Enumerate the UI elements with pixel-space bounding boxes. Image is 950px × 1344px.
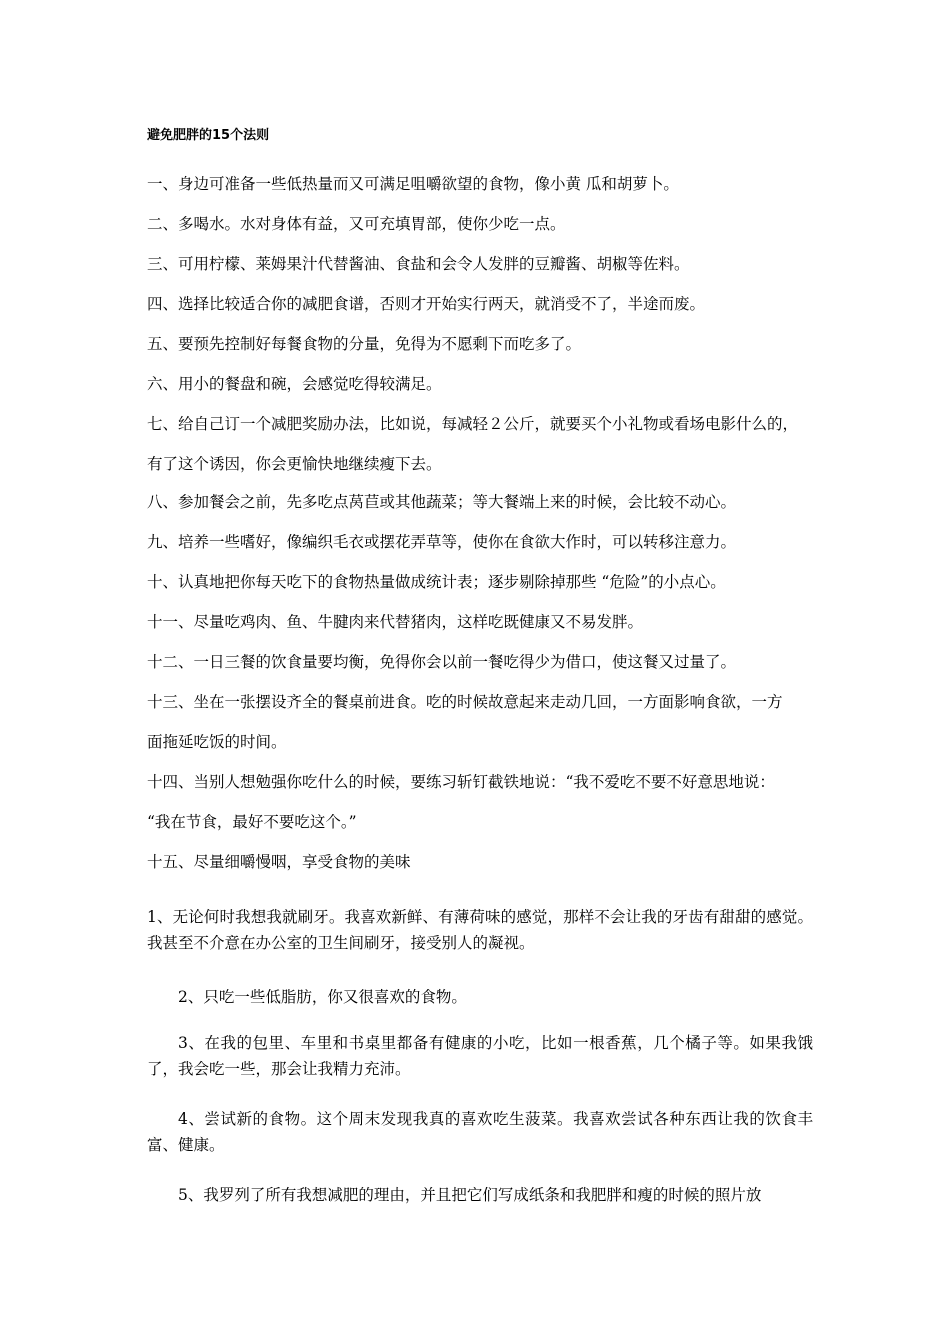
tip-paragraph: 3、在我的包里、车里和书桌里都备有健康的小吃，比如一根香蕉，几个橘子等。如果我饿了，我会吃一些，那会让我精力充沛。 [147, 1034, 813, 1078]
rule-line: 面拖延吃饭的时间。 [147, 733, 287, 751]
rule-line: “我在节食，最好不要吃这个。” [147, 813, 357, 831]
rule-line: 八、参加餐会之前，先多吃点莴苣或其他蔬菜；等大餐端上来的时候，会比较不动心。 [147, 493, 737, 511]
rule-line: 十、认真地把你每天吃下的食物热量做成统计表；逐步剔除掉那些 “危险”的小点心。 [147, 573, 726, 591]
rule-line: 七、给自己订一个减肥奖励办法，比如说，每减轻２公斤，就要买个小礼物或看场电影什么的， [147, 415, 799, 433]
rule-line: 一、身边可准备一些低热量而又可满足咀嚼欲望的食物，像小黄 瓜和胡萝卜。 [147, 175, 679, 193]
rule-line: 四、选择比较适合你的减肥食谱，否则才开始实行两天，就消受不了，半途而废。 [147, 295, 706, 313]
rule-line: 三、可用柠檬、莱姆果汁代替酱油、食盐和会令人发胖的豆瓣酱、胡椒等佐料。 [147, 255, 690, 273]
tip-paragraph: 5、我罗列了所有我想减肥的理由，并且把它们写成纸条和我肥胖和瘦的时候的照片放 [178, 1186, 762, 1204]
rule-line: 九、培养一些嗜好，像编织毛衣或摆花弄草等，使你在食欲大作时，可以转移注意力。 [147, 533, 737, 551]
tip-paragraph: 2、只吃一些低脂肪，你又很喜欢的食物。 [178, 988, 467, 1006]
rule-line: 十三、坐在一张摆设齐全的餐桌前进食。吃的时候故意起来走动几回，一方面影响食欲，一方 [147, 693, 783, 711]
rule-line: 二、多喝水。水对身体有益，又可充填胃部，使你少吃一点。 [147, 215, 566, 233]
rule-line: 十二、一日三餐的饮食量要均衡，免得你会以前一餐吃得少为借口，使这餐又过量了。 [147, 653, 737, 671]
rule-line: 五、要预先控制好每餐食物的分量，免得为不愿剩下而吃多了。 [147, 335, 582, 353]
rule-line: 六、用小的餐盘和碗，会感觉吃得较满足。 [147, 375, 442, 393]
rule-line: 十一、尽量吃鸡肉、鱼、牛腱肉来代替猪肉，这样吃既健康又不易发胖。 [147, 613, 644, 631]
tip-paragraph: 4、尝试新的食物。这个周末发现我真的喜欢吃生菠菜。我喜欢尝试各种东西让我的饮食丰富、健康。 [147, 1110, 813, 1154]
tip-paragraph: 1、无论何时我想我就刷牙。我喜欢新鲜、有薄荷味的感觉，那样不会让我的牙齿有甜甜的感觉。我甚至不介意在办公室的卫生间刷牙，接受别人的凝视。 [147, 908, 813, 952]
rule-line: 有了这个诱因，你会更愉快地继续瘦下去。 [147, 455, 442, 473]
rule-line: 十五、尽量细嚼慢咽，享受食物的美味 [147, 853, 411, 871]
document-title: 避免肥胖的15个法则 [147, 128, 270, 143]
rule-line: 十四、当别人想勉强你吃什么的时候，要练习斩钉截铁地说：“我不爱吃不要不好意思地说： [147, 773, 775, 791]
